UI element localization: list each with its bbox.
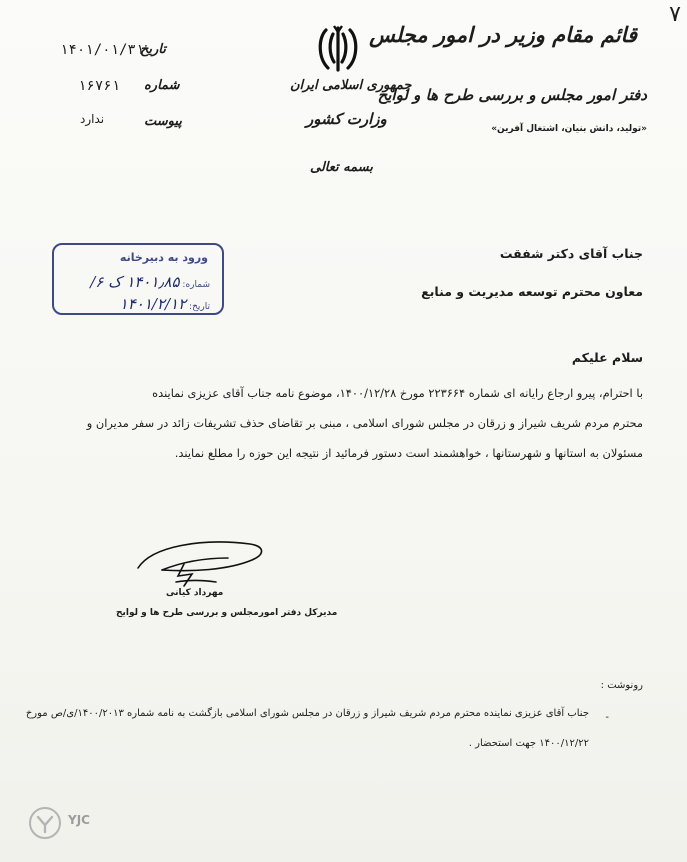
cc-dash: -	[605, 712, 609, 723]
stamp-date-value: ۱۴۰۱/۲/۱۲	[119, 295, 187, 313]
attachment-value: ندارد	[80, 112, 105, 126]
body-line-2: محترم مردم شریف شیراز و زرقان در مجلس شورای اسلامی ، مبنی بر تقاضای حذف تشریفات زائد در سفر مدیران و	[86, 416, 643, 430]
number-label: شماره	[144, 78, 180, 93]
cc-line-2: ۱۴۰۰/۱۲/۲۲ جهت استحضار .	[468, 738, 589, 749]
republic-label: جمهوری اسلامی ایران	[290, 78, 412, 93]
corner-handwritten-mark: ٧	[669, 2, 681, 27]
watermark-brand: YJC	[68, 813, 90, 827]
attachment-label: پیوست	[144, 114, 182, 129]
ministry-label: وزارت کشور	[306, 110, 387, 128]
stamp-date-row	[120, 295, 210, 313]
stamp-number-value: ۱۴۰۱٫۸۵ ک ۶/	[90, 273, 180, 291]
year-slogan: «تولید، دانش بنیان، اشتغال آفرین»	[491, 124, 647, 134]
secretariat-stamp	[52, 243, 224, 315]
recipient-title: معاون محترم توسعه مدیریت و منابع	[421, 284, 643, 299]
office-subtitle: دفتر امور مجلس و بررسی طرح ها و لوایح	[377, 86, 647, 104]
signatory-title: مدیرکل دفتر امورمجلس و بررسی طرح ها و لوایح	[116, 608, 338, 618]
stamp-date-label: تاریخ:	[189, 302, 210, 312]
stamp-title: ورود به دبیرخانه	[119, 251, 208, 264]
handwritten-signature	[132, 532, 272, 592]
cc-heading: رونوشت :	[600, 680, 643, 691]
signatory-name: مهرداد کیانی	[166, 588, 224, 598]
cc-line-1: جناب آقای عزیزی نماینده محترم مردم شریف شیراز و زرقان در مجلس شورای اسلامی بازگشت به نامه شماره ۱۴۰۰/۲۰۱۳/ی/ص مورخ	[25, 708, 589, 719]
date-value: ۱۴۰۱/۰۱/۳۱	[60, 42, 145, 58]
body-line-3: مسئولان به استانها و شهرستانها ، خواهشمند است دستور فرمائید از نتیجه این حوزه را مطلع نمایند.	[174, 446, 643, 460]
body-line-1: با احترام، پیرو ارجاع رایانه ای شماره ۲۲۳۶۶۴ مورخ ۱۴۰۰/۱۲/۲۸، موضوع نامه جناب آقای عزیزی نماینده	[152, 386, 643, 400]
yjc-logo-icon	[28, 806, 62, 840]
invocation: بسمه تعالی	[310, 160, 373, 175]
office-title: قائم مقام وزیر در امور مجلس	[369, 22, 637, 47]
greeting: سلام علیکم	[571, 350, 643, 365]
iran-emblem-icon	[312, 24, 364, 74]
stamp-number-label: شماره:	[182, 280, 210, 290]
recipient-name: جناب آقای دکتر شفقت	[499, 246, 643, 261]
date-label: تاریخ	[140, 42, 166, 57]
number-value: ۱۶۷۶۱	[78, 78, 121, 94]
stamp-number-row	[90, 273, 210, 291]
